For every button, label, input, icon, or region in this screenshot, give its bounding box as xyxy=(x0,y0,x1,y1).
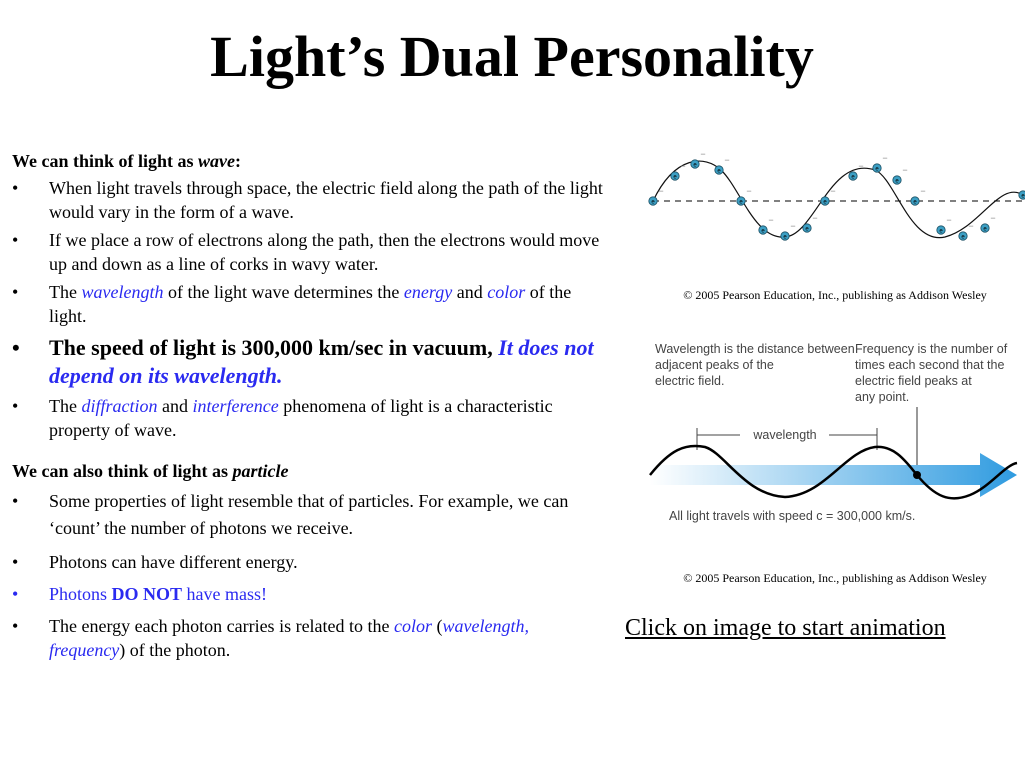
particle-section-heading xyxy=(12,460,608,482)
speed-caption: All light travels with speed c = 300,000 km/s. xyxy=(669,509,916,523)
electron-label: e xyxy=(693,162,697,169)
particle-bullet-3 xyxy=(12,582,608,606)
charge-mark: − xyxy=(882,153,888,163)
electron-label: e xyxy=(673,174,677,181)
wave-bullet-1 xyxy=(12,176,608,224)
charge-mark: − xyxy=(858,161,864,171)
bullet-mark: • xyxy=(12,616,19,636)
charge-mark: − xyxy=(700,149,706,159)
wavelength-frequency-figure[interactable] xyxy=(645,335,1025,591)
charge-mark: − xyxy=(790,221,796,231)
electron-label: e xyxy=(875,166,879,173)
electron-label: e xyxy=(783,234,787,241)
bullet-mark: • xyxy=(12,491,19,511)
electron-label: e xyxy=(717,168,721,175)
electron-wave-figure[interactable] xyxy=(645,150,1025,310)
bullet-mark: • xyxy=(12,335,20,360)
electron-label: e xyxy=(913,199,917,206)
particle-bullet-4 xyxy=(12,614,608,662)
charge-mark: − xyxy=(968,221,974,231)
copyright-text: © 2005 Pearson Education, Inc., publishing as Addison Wesley xyxy=(683,571,987,585)
bullet-text: The energy each photon carries is related to the xyxy=(49,616,395,636)
electron-label: e xyxy=(939,228,943,235)
bullet-text: and xyxy=(157,396,193,416)
bullet-mark: • xyxy=(12,230,19,250)
bullet-text: If we place a row of electrons along the path, then the electrons would move up and down as a line of corks in wavy water. xyxy=(49,230,600,274)
bullet-mark: • xyxy=(12,282,19,302)
heading-emphasis: particle xyxy=(232,461,289,481)
bullet-text: Photons xyxy=(49,584,112,604)
electron-label: e xyxy=(1021,193,1025,200)
term-interference: interference xyxy=(192,396,279,416)
particle-bullet-2 xyxy=(12,550,608,574)
term-diffraction: diffraction xyxy=(81,396,158,416)
light-direction-arrow xyxy=(650,453,1017,497)
bullet-text: ) of the photon. xyxy=(119,640,231,660)
electron-label: e xyxy=(823,199,827,206)
bullet-mark: • xyxy=(12,178,19,198)
electron-label: e xyxy=(739,199,743,206)
text-column xyxy=(12,150,608,662)
charge-mark: − xyxy=(768,215,774,225)
charge-mark: − xyxy=(724,155,730,165)
bullet-text: have mass! xyxy=(182,584,268,604)
term-wavelength: wavelength xyxy=(81,282,164,302)
electron-label: e xyxy=(805,226,809,233)
bullet-text: and xyxy=(452,282,488,302)
charge-mark: − xyxy=(902,165,908,175)
heading-colon: : xyxy=(235,151,242,171)
wavelength-label: wavelength xyxy=(753,428,817,442)
term-energy: energy xyxy=(403,282,453,302)
bullet-mark: • xyxy=(12,396,19,416)
electron-row xyxy=(649,149,1025,241)
heading-emphasis: wave xyxy=(198,151,236,171)
heading-text: We can also think of light as xyxy=(12,461,233,481)
bullet-mark: • xyxy=(12,552,19,572)
bullet-text: When light travels through space, the electric field along the path of the light would vary in the form of a wave. xyxy=(49,178,603,222)
slide-title: Light’s Dual Personality xyxy=(210,24,814,89)
bullet-text: The xyxy=(49,396,82,416)
bullet-text: Some properties of light resemble that of particles. For example, we can ‘count’ the number of photons we receive. xyxy=(49,491,569,538)
bullet-emphasis: DO NOT xyxy=(111,584,183,604)
start-animation-link[interactable]: Click on image to start animation xyxy=(625,615,946,641)
bullet-text: of the light. xyxy=(49,282,572,326)
bullet-text: phenomena of light is a characteristic property of wave. xyxy=(49,396,553,440)
wave-bullet-5 xyxy=(12,394,608,442)
charge-mark: − xyxy=(812,213,818,223)
charge-mark: − xyxy=(680,161,686,171)
electron-label: e xyxy=(961,234,965,241)
wave-bullet-4 xyxy=(12,334,608,390)
measurement-point xyxy=(913,471,921,479)
term-wavelength-frequency: wavelength, frequency xyxy=(49,616,530,660)
heading-text: We can think of light as xyxy=(12,151,199,171)
electron-label: e xyxy=(851,174,855,181)
charge-mark: − xyxy=(990,213,996,223)
wavelength-definition: Wavelength is the distance between adjacent peaks of the electric field. xyxy=(655,342,855,388)
term-color: color xyxy=(394,616,433,636)
charge-mark: − xyxy=(830,186,836,196)
bullet-text: The speed of light is 300,000 km/sec in vacuum, xyxy=(49,335,499,360)
electron-label: e xyxy=(983,226,987,233)
bullet-text: The xyxy=(49,282,82,302)
wave-bullet-2 xyxy=(12,228,608,276)
electron-label: e xyxy=(761,228,765,235)
bullet-text: ( xyxy=(432,616,443,636)
bullet-emphasis: It does not depend on its wavelength. xyxy=(49,335,594,388)
charge-mark: − xyxy=(658,186,664,196)
electron-label: e xyxy=(895,178,899,185)
electron-label: e xyxy=(651,199,655,206)
charge-mark: − xyxy=(920,186,926,196)
bullet-text: of the light wave determines the xyxy=(163,282,404,302)
wave-section-heading xyxy=(12,150,608,172)
bullet-text: Photons can have different energy. xyxy=(49,552,298,572)
particle-bullet-1 xyxy=(12,488,608,542)
wave-bullet-3 xyxy=(12,280,608,328)
term-color: color xyxy=(487,282,526,302)
bullet-mark: • xyxy=(12,584,19,604)
frequency-definition: Frequency is the number of times each second that the electric field peaks at any point. xyxy=(855,342,1008,404)
charge-mark: − xyxy=(946,215,952,225)
copyright-text: © 2005 Pearson Education, Inc., publishing as Addison Wesley xyxy=(683,288,987,302)
charge-mark: − xyxy=(746,186,752,196)
